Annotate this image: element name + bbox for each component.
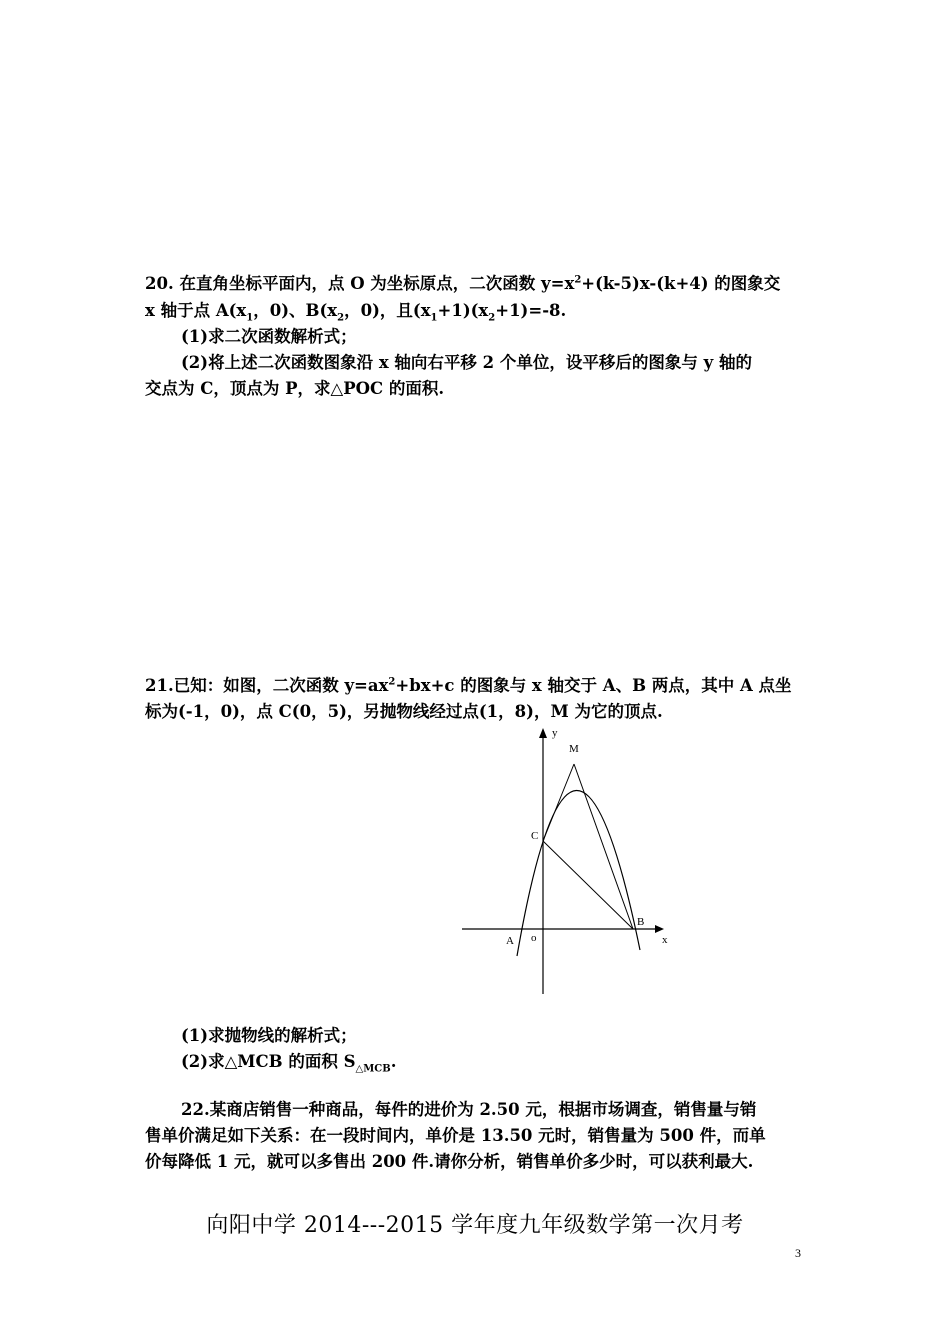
q20-line2: x 轴于点 $A(x_1$，0)、$B(x_2$，0)，且$(x_1+1)(x_2+1)=-8$.	[145, 301, 567, 324]
q22-line1: 22.某商店销售一种商品，每件的进价为 2.50 元，根据市场调查，销售量与销	[181, 1100, 757, 1119]
q21-part1: (1)求抛物线的解析式；	[181, 1026, 357, 1045]
exam-title: 向阳中学 2014---2015 学年度九年级数学第一次月考	[206, 1213, 744, 1238]
label-O: o	[531, 932, 537, 944]
page-number: 3	[795, 1246, 801, 1260]
q20-part2-line1: (2)将上述二次函数图象沿 x 轴向右平移 2 个单位，设平移后的图象与 y 轴的	[181, 353, 752, 372]
q20-part2-line2: 交点为 C，顶点为 P，求△POC 的面积.	[145, 379, 445, 398]
parabola-figure	[458, 724, 674, 996]
q20-line1: 20. 在直角坐标平面内，点 O 为坐标原点，二次函数 $y=x^2+(k-5)x-(k+4)$ 的图象交	[145, 274, 781, 293]
q21-line2: 标为(-1，0)，点 C(0，5)，另抛物线经过点(1，8)，M 为它的顶点.	[145, 702, 663, 721]
label-C: C	[531, 830, 539, 842]
q21-line1: 21.已知：如图，二次函数 $y=ax^2+bx+c$ 的图象与 x 轴交于 A、B 两点，其中 A 点坐	[145, 676, 792, 695]
y-axis-arrow	[539, 728, 547, 738]
segment-CB	[543, 841, 633, 929]
label-A: A	[506, 935, 514, 947]
q22-line2: 售单价满足如下关系：在一段时间内，单价是 13.50 元时，销售量为 500 件，而单	[145, 1126, 766, 1145]
label-B: B	[637, 916, 645, 928]
label-y: y	[552, 727, 558, 739]
label-M: M	[569, 743, 579, 755]
q20-part1: (1)求二次函数解析式；	[181, 327, 357, 346]
q22-line3: 价每降低 1 元，就可以多售出 200 件.请你分析，销售单价多少时，可以获利最大.	[145, 1152, 754, 1171]
q21-part2: (2)求△MCB 的面积 $S_{\triangle MCB}$.	[181, 1052, 397, 1075]
segment-CM	[543, 764, 574, 841]
x-axis-arrow	[655, 925, 664, 933]
segment-MB	[574, 764, 633, 929]
label-x: x	[662, 934, 668, 946]
